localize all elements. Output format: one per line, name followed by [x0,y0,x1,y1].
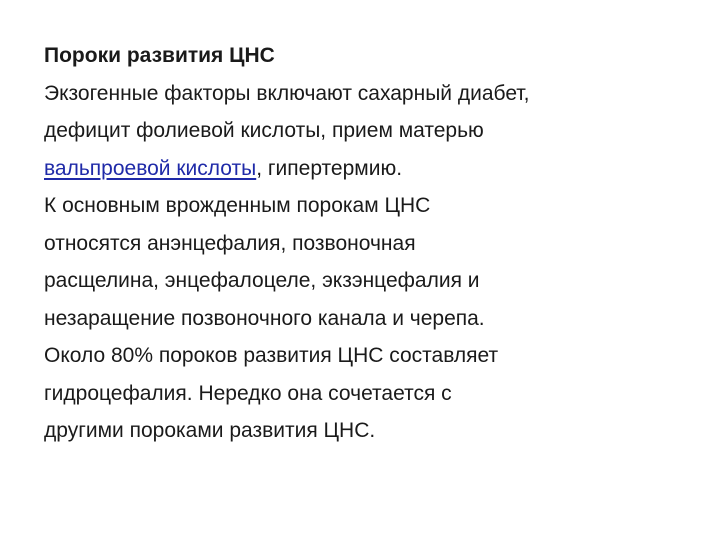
text-line-7: незаращение позвоночного канала и черепа. [44,306,485,330]
text-line-1: Экзогенные факторы включают сахарный диабет, [44,81,530,105]
text-line-3 [44,150,704,188]
text-line-2: дефицит фолиевой кислоты, прием матерью [44,119,484,142]
text-line-5: относятся анэнцефалия, позвоночная [44,231,416,255]
text-line-9: гидроцефалия. Нередко она сочетается с [44,381,452,405]
slide-title: Пороки развития ЦНС [44,44,275,67]
text-line-4: К основным врожденным порокам ЦНС [44,194,431,217]
valproic-acid-link[interactable]: вальпроевой кислоты [44,156,257,180]
text-line-8: Около 80% пороков развития ЦНС составляет [44,344,499,367]
text-line-10: другими пороками развития ЦНС. [44,419,376,442]
link-suffix-text: , гипертермию. [256,156,403,180]
text-line-6: расщелина, энцефалоцеле, экзэнцефалия и [44,269,480,292]
slide-text-block [44,37,704,450]
